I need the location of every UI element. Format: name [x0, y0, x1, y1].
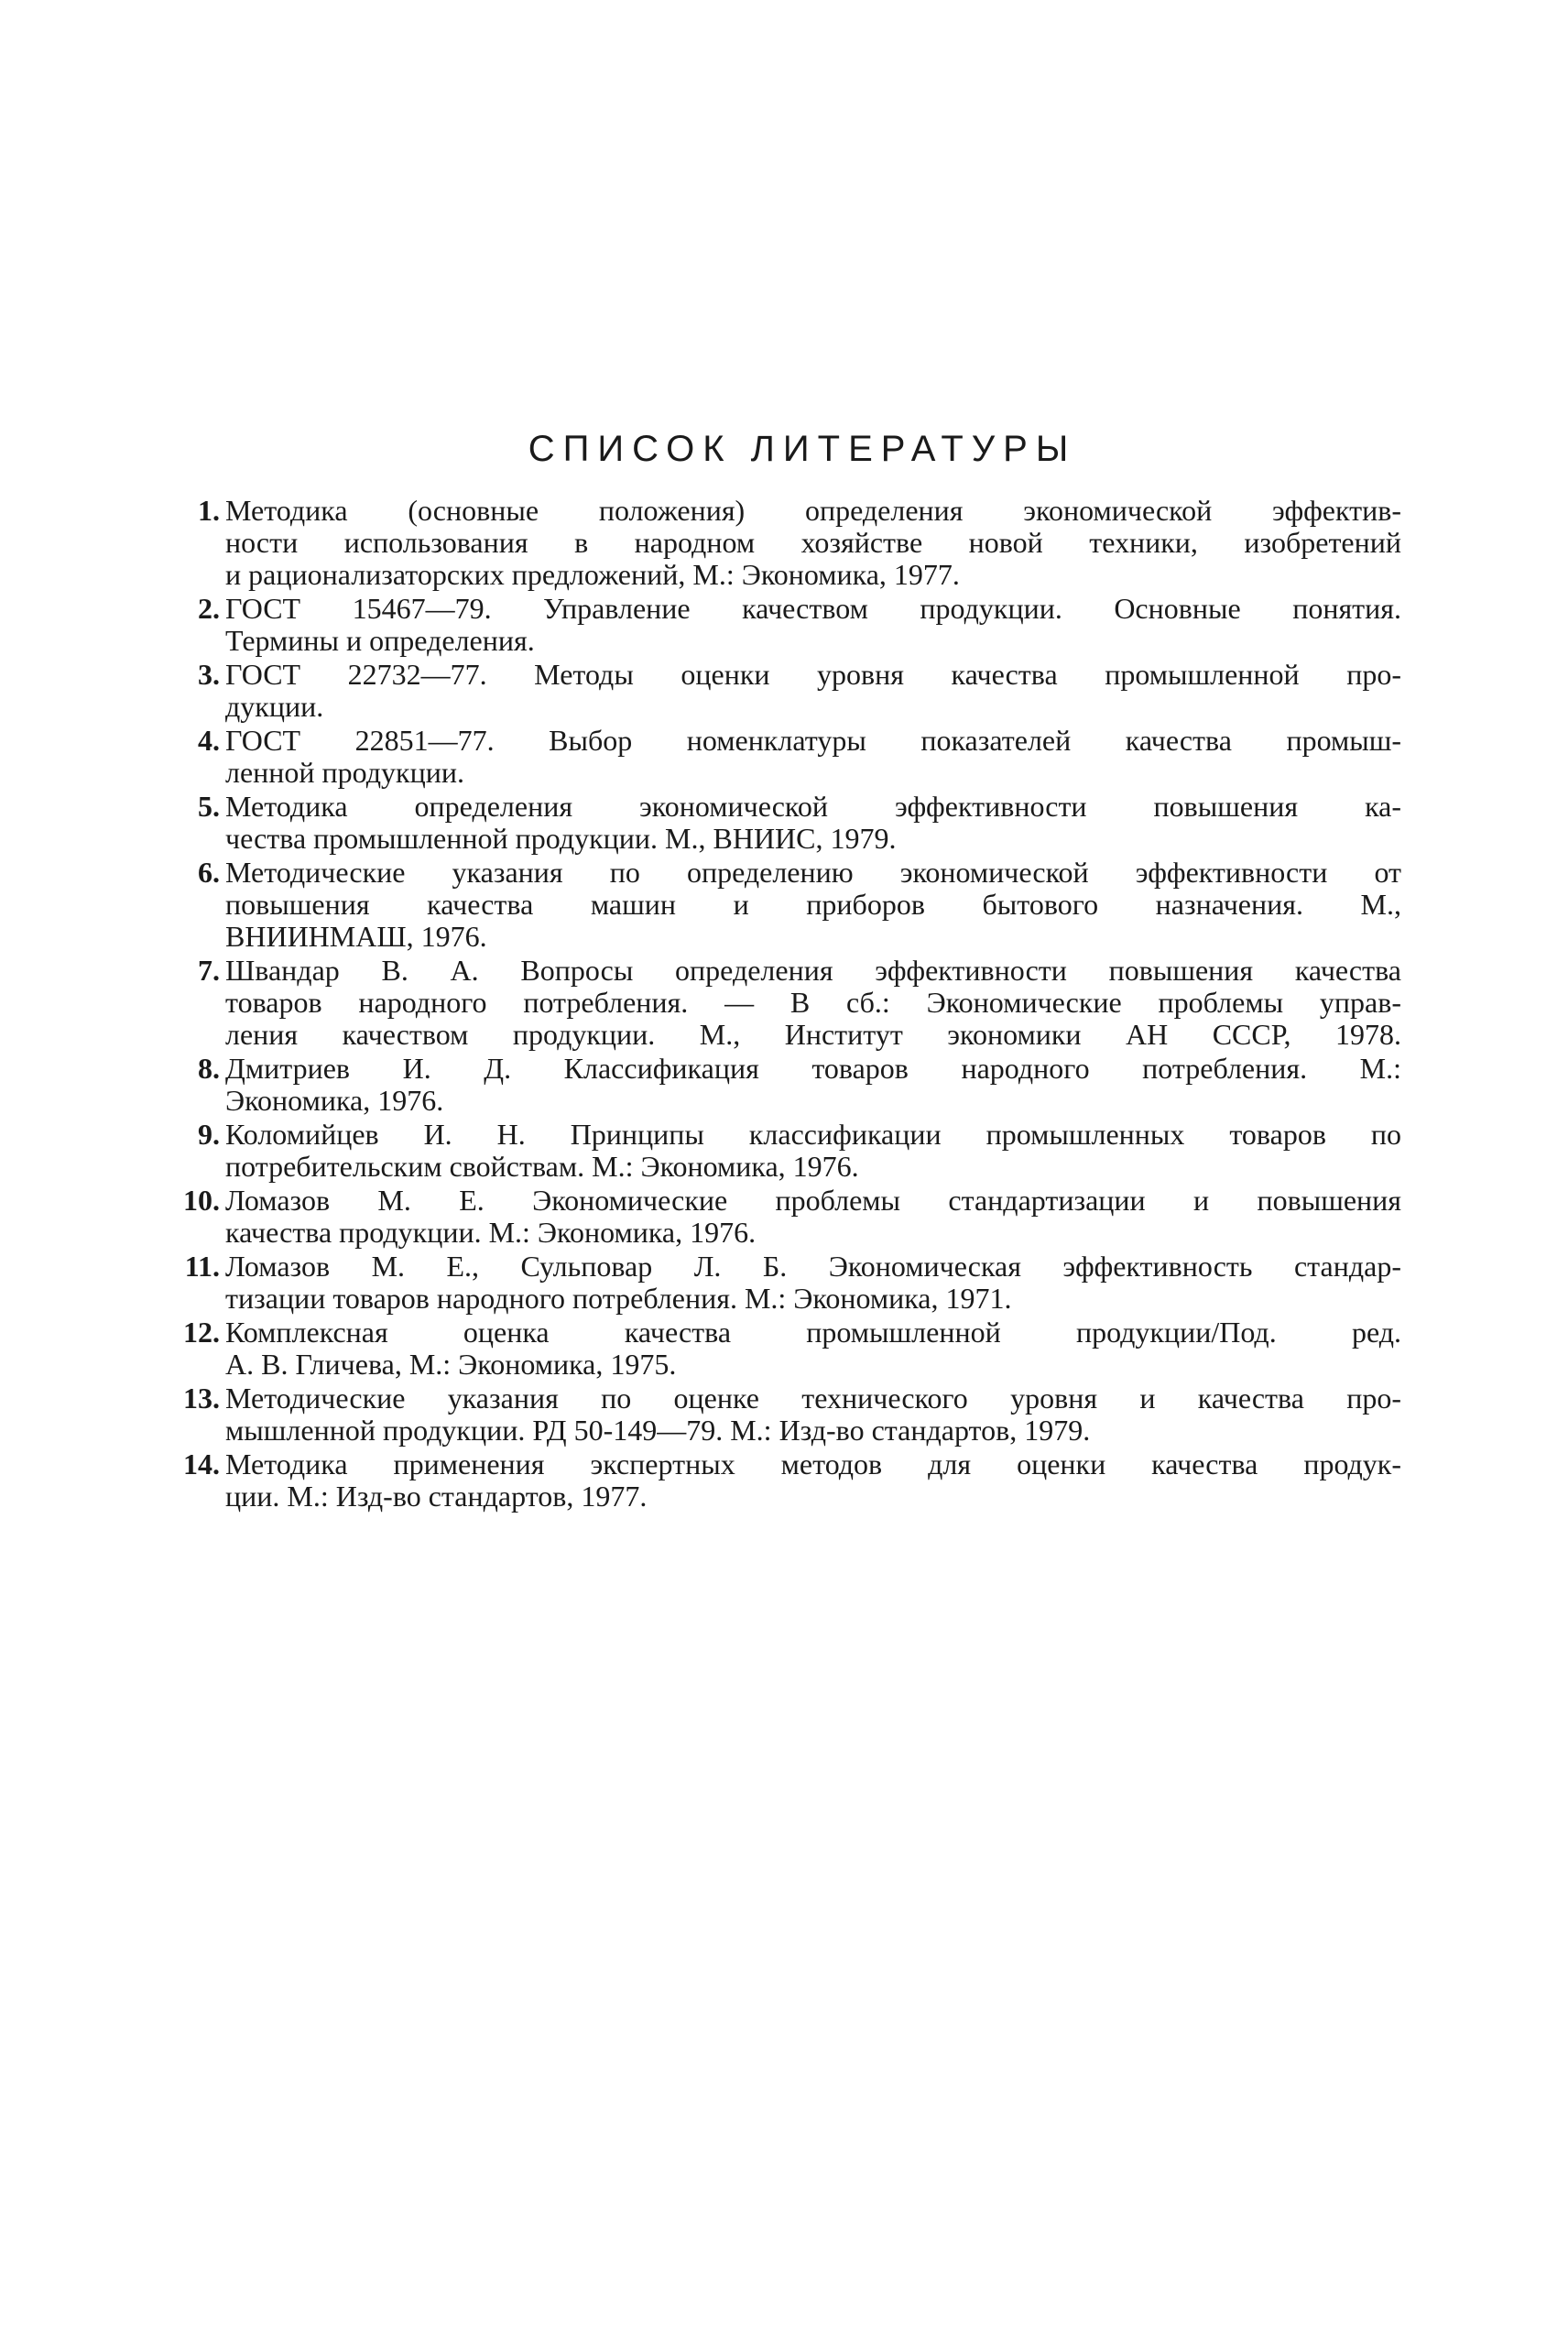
- reference-line: товаров народного потребления. — В сб.: Экономические проблемы управ-: [225, 987, 1401, 1019]
- reference-number: 5.: [198, 790, 220, 823]
- reference-line: ВНИИНМАШ, 1976.: [225, 921, 487, 953]
- reference-item: [163, 1382, 1401, 1447]
- reference-number: 3.: [198, 658, 220, 691]
- reference-item: [163, 955, 1401, 1051]
- reference-item: [163, 791, 1401, 855]
- reference-number: 10.: [183, 1184, 220, 1217]
- reference-line: ГОСТ 22732—77. Методы оценки уровня качества промышленной про-: [225, 659, 1401, 691]
- reference-item: [163, 1053, 1401, 1117]
- reference-line: ленной продукции.: [225, 757, 464, 789]
- reference-line: Ломазов М. Е. Экономические проблемы стандартизации и повышения: [225, 1185, 1401, 1217]
- reference-item: [163, 593, 1401, 657]
- reference-line: повышения качества машин и приборов бытового назначения. М.,: [225, 889, 1401, 921]
- reference-item: [163, 1316, 1401, 1381]
- reference-number: 8.: [198, 1052, 220, 1085]
- reference-item: [163, 495, 1401, 591]
- reference-item: [163, 1185, 1401, 1249]
- reference-line: Методические указания по определению экономической эффективности от: [225, 857, 1401, 889]
- reference-line: качества продукции. М.: Экономика, 1976.: [225, 1217, 757, 1249]
- reference-number: 4.: [198, 724, 220, 757]
- reference-number: 14.: [183, 1448, 220, 1480]
- reference-number: 11.: [184, 1250, 220, 1283]
- reference-number: 1.: [198, 494, 220, 527]
- reference-line: Методика определения экономической эффективности повышения ка-: [225, 791, 1401, 823]
- reference-number: 9.: [198, 1118, 220, 1151]
- reference-item: [163, 857, 1401, 953]
- reference-line: Комплексная оценка качества промышленной продукции/Под. ред.: [225, 1316, 1401, 1349]
- reference-line: Дмитриев И. Д. Классификация товаров народного потребления. М.:: [225, 1053, 1401, 1085]
- reference-number: 2.: [198, 592, 220, 625]
- reference-number: 6.: [198, 856, 220, 889]
- reference-item: [163, 659, 1401, 723]
- reference-line: Методические указания по оценке технического уровня и качества про-: [225, 1382, 1401, 1415]
- reference-line: потребительским свойствам. М.: Экономика, 1976.: [225, 1151, 859, 1183]
- reference-number: 12.: [183, 1316, 220, 1349]
- reference-line: ГОСТ 22851—77. Выбор номенклатуры показателей качества промыш-: [225, 725, 1401, 757]
- reference-line: чества промышленной продукции. М., ВНИИС, 1979.: [225, 823, 897, 855]
- reference-line: Методика (основные положения) определения экономической эффектив-: [225, 495, 1401, 527]
- reference-number: 7.: [198, 954, 220, 987]
- reference-number: 13.: [183, 1382, 220, 1415]
- reference-line: Ломазов М. Е., Сульповар Л. Б. Экономическая эффективность стандар-: [225, 1251, 1401, 1283]
- reference-line: тизации товаров народного потребления. М.: Экономика, 1971.: [225, 1283, 1012, 1315]
- reference-item: [163, 1448, 1401, 1513]
- reference-item: [163, 725, 1401, 789]
- reference-line: ции. М.: Изд-во стандартов, 1977.: [225, 1480, 648, 1513]
- reference-line: А. В. Гличева, М.: Экономика, 1975.: [225, 1349, 677, 1381]
- reference-list: [163, 495, 1401, 1514]
- reference-item: [163, 1119, 1401, 1183]
- reference-line: Методика применения экспертных методов для оценки качества продук-: [225, 1448, 1401, 1480]
- reference-line: Термины и определения.: [225, 625, 535, 657]
- reference-line: Экономика, 1976.: [225, 1085, 444, 1117]
- reference-item: [163, 1251, 1401, 1315]
- reference-line: и рационализаторских предложений, М.: Экономика, 1977.: [225, 559, 960, 591]
- page-title: СПИСОК ЛИТЕРАТУРЫ: [528, 429, 1077, 469]
- reference-line: ности использования в народном хозяйстве новой техники, изобретений: [225, 527, 1401, 559]
- reference-line: Швандар В. А. Вопросы определения эффективности повышения качества: [225, 955, 1401, 987]
- reference-line: дукции.: [225, 691, 324, 723]
- reference-line: мышленной продукции. РД 50-149—79. М.: Изд-во стандартов, 1979.: [225, 1415, 1091, 1447]
- reference-line: ления качеством продукции. М., Институт экономики АН СССР, 1978.: [225, 1019, 1401, 1051]
- reference-line: ГОСТ 15467—79. Управление качеством продукции. Основные понятия.: [225, 593, 1401, 625]
- reference-line: Коломийцев И. Н. Принципы классификации промышленных товаров по: [225, 1119, 1401, 1151]
